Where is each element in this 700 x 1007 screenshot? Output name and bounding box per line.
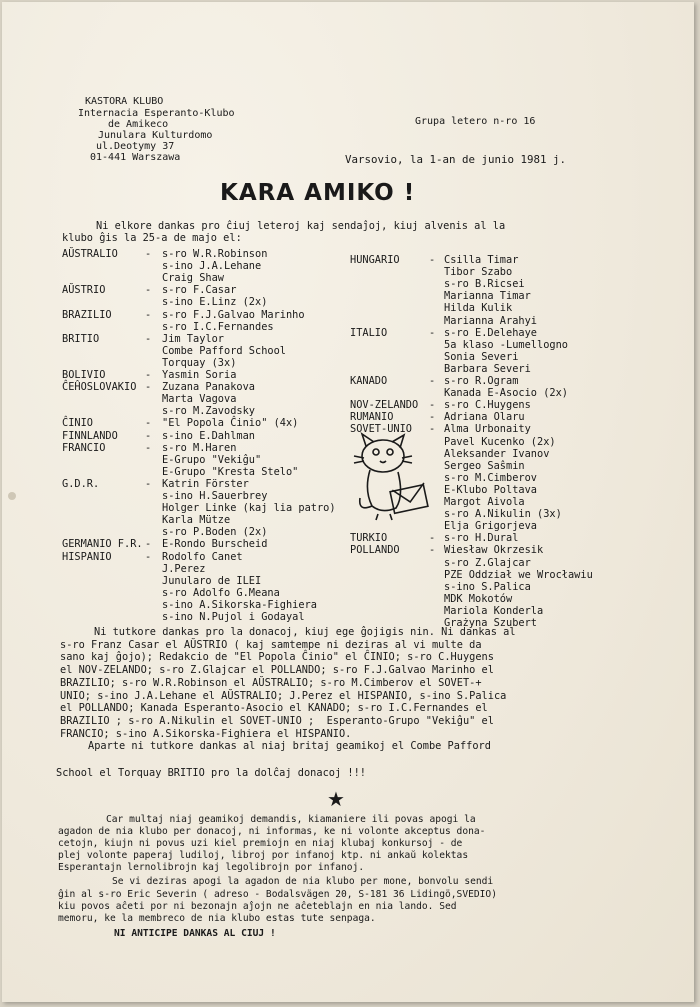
thanks-line: BRAZILIO ; s-ro A.Nikulin el SOVET-UNIO ; Esperanto-Grupo "Vekiĝu" el (60, 714, 494, 727)
thanks-line: el POLLANDO; Kanada Esperanto-Asocio el KANADO; s-ro I.C.Fernandes el (60, 702, 488, 715)
thanks-line: Ni tutkore dankas pro la donacoj, kiuj ege ĝojigis nin. Ni dankas al (94, 626, 516, 638)
sender-name: Marianna Arahyi (444, 314, 537, 327)
sender-name: E-Rondo Burscheid (162, 538, 268, 551)
sender-name: s-ro C.Huygens (444, 399, 531, 412)
country-label: FINNLANDO (62, 429, 118, 442)
sender-name: Adriana Olaru (444, 411, 525, 424)
country-label: HUNGARIO (350, 254, 400, 266)
country-label: KANADO (350, 375, 388, 387)
country-dash: - (145, 248, 152, 260)
sender-name: Tibor Szabo (444, 266, 513, 279)
sender-name: Wiesław Okrzesik (444, 544, 544, 557)
country-dash: - (145, 538, 152, 551)
country-dash: - (429, 326, 436, 339)
country-label: POLLANDO (350, 544, 400, 557)
org-line-2: Internacia Esperanto-Klubo (78, 108, 235, 119)
appeal-line: Esperantajn lernolibrojn kaj legolibrojn por infanoj. (58, 862, 365, 873)
country-label: HISPANIO (62, 550, 112, 563)
org-line-4: Junulara Kulturdomo (98, 130, 213, 141)
country-label: BRITIO (62, 332, 100, 345)
sender-name: Sonia Severi (444, 350, 519, 363)
sender-name: Margot Aivola (444, 496, 525, 508)
sender-name: s-ino H.Sauerbrey (162, 490, 268, 502)
sender-name: s-ro Z.Glajcar (444, 556, 531, 569)
sender-name: s-ro H.Dural (444, 532, 519, 545)
sender-name: Grażyna Szubert (444, 617, 537, 629)
sender-name: Sergeo Saŝmin (444, 459, 525, 472)
sender-name: s-ino J.A.Lehane (162, 260, 262, 273)
sender-name: s-ro M.Haren (162, 441, 237, 454)
sender-name: E-Grupo "Kresta Stelo" (162, 465, 299, 478)
country-label: AŬSTRALIO (62, 248, 118, 260)
punch-hole (8, 492, 16, 500)
country-label: GERMANIO F.R. (62, 538, 143, 551)
sender-name: s-ro P.Boden (2x) (162, 526, 268, 539)
cat-with-letter-illustration (352, 432, 430, 522)
country-dash: - (145, 308, 152, 321)
sender-name: s-ino A.Sikorska-Fighiera (162, 598, 317, 611)
sender-name: s-ro F.J.Galvao Marinho (162, 308, 305, 321)
sender-name: J.Perez (162, 562, 206, 575)
appeal-line: cetojn, kiujn ni povus uzi kiel premiojn en niaj klubaj konkursoj - de (58, 838, 463, 849)
country-label: ITALIO (350, 326, 388, 339)
sender-name: Yasmin Soria (162, 369, 237, 381)
country-dash: - (429, 544, 436, 557)
org-line-1: KASTORA KLUBO (85, 96, 164, 107)
sender-name: Karla Mütze (162, 514, 231, 527)
thanks-line: s-ro Franz Casar el AŬSTRIO ( kaj samtempe ni deziras al vi multe da (60, 638, 482, 651)
sender-name: E-Grupo "Vekiĝu" (162, 453, 262, 466)
country-label: TURKIO (350, 532, 388, 545)
letter-number: Grupa letero n-ro 16 (415, 116, 536, 127)
country-label: ĈEĤOSLOVAKIO (62, 381, 137, 394)
sender-name: s-ro R.Ogram (444, 375, 519, 387)
sender-name: s-ro F.Casar (162, 284, 237, 297)
sender-name: Holger Linke (kaj lia patro) (162, 502, 336, 515)
country-label: NOV-ZELANDO (350, 399, 419, 412)
sender-name: s-ro E.Delehaye (444, 326, 537, 339)
star-separator: ★ (327, 787, 345, 811)
sender-name: Katrin Förster (162, 477, 249, 490)
org-line-3: de Amikeco (108, 119, 169, 130)
thanks-line: FRANCIO; s-ino A.Sikorska-Fighiera el HISPANIO. (60, 727, 352, 740)
appeal-line: Se vi deziras apogi la agadon de nia klubo per mone, bonvolu sendi (112, 876, 494, 887)
thanks-line: el NOV-ZELANDO; s-ro Z.Glajcar el POLLANDO; s-ro F.J.Galvao Marinho el (60, 664, 494, 677)
country-dash: - (145, 550, 152, 563)
sender-name: Marta Vagova (162, 393, 237, 406)
intro-line-2: klubo ĝis la 25-a de majo el: (62, 232, 242, 244)
sender-name: Rodolfo Canet (162, 550, 243, 563)
country-dash: - (145, 477, 152, 490)
appeal-line: memoru, ke la membreco de nia klubo estas tute senpaga. (58, 913, 376, 924)
thanks-line: BRAZILIO; s-ro W.R.Robinson el AŬSTRALIO; s-ro M.Cimberov el SOVET-+ (60, 676, 482, 689)
sender-name: s-ro B.Ricsei (444, 278, 525, 291)
sender-name: Zuzana Panakova (162, 381, 255, 394)
sender-name: Aleksander Ivanov (444, 447, 550, 460)
country-dash: - (145, 332, 152, 345)
appeal-line: agadon de nia klubo per donacoj, ni informas, ke ni volonte akceptus dona- (58, 826, 486, 837)
letter-title: KARA AMIKO ! (220, 180, 416, 206)
sender-name: s-ino E.Dahlman (162, 429, 255, 442)
country-label: ĈINIO (62, 417, 93, 430)
sender-name: Craig Shaw (162, 272, 224, 285)
sender-name: s-ino N.Pujol i Godayal (162, 611, 305, 623)
sender-name: Jim Taylor (162, 332, 224, 345)
sender-name: s-ro W.R.Robinson (162, 248, 268, 260)
appeal-line: kiu povos aĉeti por ni bezonajn aĵojn ne aĉeteblajn en nia lando. Sed (58, 901, 457, 912)
country-label: BRAZILIO (62, 308, 112, 321)
letter-page (2, 2, 694, 1002)
sender-name: Alma Urbonaity (444, 423, 531, 436)
country-dash: - (145, 429, 152, 442)
sender-name: Csilla Timar (444, 254, 519, 266)
country-dash: - (145, 417, 152, 430)
thanks-line: sano kaj ĝojo); Redakcio de "El Popola Ĉinio" el ĈINIO; s-ro C.Huygens (60, 651, 494, 664)
sender-name: Torquay (3x) (162, 356, 237, 369)
sender-name: MDK Mokotów (444, 592, 513, 605)
country-label: BOLIVIO (62, 369, 106, 381)
sender-name: "El Popola Ĉinio" (4x) (162, 417, 299, 430)
country-dash: - (429, 254, 436, 266)
sender-name: s-ro A.Nikulin (3x) (444, 508, 562, 521)
country-label: AŬSTRIO (62, 284, 106, 297)
country-dash: - (145, 441, 152, 454)
sender-name: PZE Oddział we Wrocławiu (444, 568, 593, 581)
sender-name: s-ro Adolfo G.Meana (162, 586, 280, 599)
country-label: RUMANIO (350, 411, 394, 424)
sender-name: Junularo de ILEI (162, 574, 262, 587)
sender-name: Barbara Severi (444, 362, 531, 375)
sender-name: E-Klubo Poltava (444, 483, 537, 496)
appeal-line: NI ANTICIPE DANKAS AL CIUJ ! (114, 928, 276, 939)
sender-name: Pavel Kucenko (2x) (444, 435, 556, 448)
sender-name: Elja Grigorjeva (444, 520, 537, 533)
country-label: G.D.R. (62, 477, 100, 490)
sender-name: s-ro M.Zavodsky (162, 405, 255, 418)
org-line-6: 01-441 Warszawa (90, 152, 181, 163)
thanks-line: UNIO; s-ino J.A.Lehane el AŬSTRALIO; J.Perez el HISPANIO, s-ino S.Palica (60, 689, 507, 702)
appeal-line: Car multaj niaj geamikoj demandis, kiamaniere ili povas apogi la (106, 814, 476, 825)
country-dash: - (429, 411, 436, 424)
country-dash: - (145, 381, 152, 394)
sender-name: Mariola Konderla (444, 604, 544, 617)
country-dash: - (429, 375, 436, 387)
country-dash: - (429, 423, 436, 436)
sender-name: Marianna Timar (444, 290, 531, 303)
sender-name: s-ro I.C.Fernandes (162, 320, 274, 333)
sender-name: Kanada E-Asocio (2x) (444, 387, 568, 400)
sender-name: 5a klaso -Lumellogno (444, 338, 568, 351)
sender-name: s-ino S.Palica (444, 580, 531, 593)
country-dash: - (429, 399, 436, 412)
school-line-1: Aparte ni tutkore dankas al niaj britaj geamikoj el Combe Pafford (88, 740, 491, 752)
appeal-line: plej volonte paperaj ludiloj, libroj por infanoj ktp. ni ankaŭ kolektas (58, 850, 469, 861)
date-line: Varsovio, la 1-an de junio 1981 j. (345, 153, 567, 166)
org-line-5: ul.Deotymy 37 (96, 141, 175, 152)
country-label: FRANCIO (62, 441, 106, 454)
country-dash: - (145, 369, 152, 381)
school-line-2: School el Torquay BRITIO pro la dolĉaj donacoj !!! (56, 767, 366, 779)
sender-name: s-ino E.Linz (2x) (162, 296, 268, 309)
country-dash: - (145, 284, 152, 297)
sender-name: Combe Pafford School (162, 344, 286, 357)
sender-name: Hilda Kulik (444, 302, 513, 315)
appeal-line: ĝin al s-ro Eric Severin ( adreso - Bodalsvägen 20, S-181 36 Lidingö,SVEDIO) (58, 889, 497, 900)
intro-line-1: Ni elkore dankas pro ĉiuj leteroj kaj sendaĵoj, kiuj alvenis al la (96, 220, 506, 232)
country-label: SOVET-UNIO (350, 423, 412, 436)
sender-name: s-ro M.Cimberov (444, 471, 537, 484)
country-dash: - (429, 532, 436, 545)
